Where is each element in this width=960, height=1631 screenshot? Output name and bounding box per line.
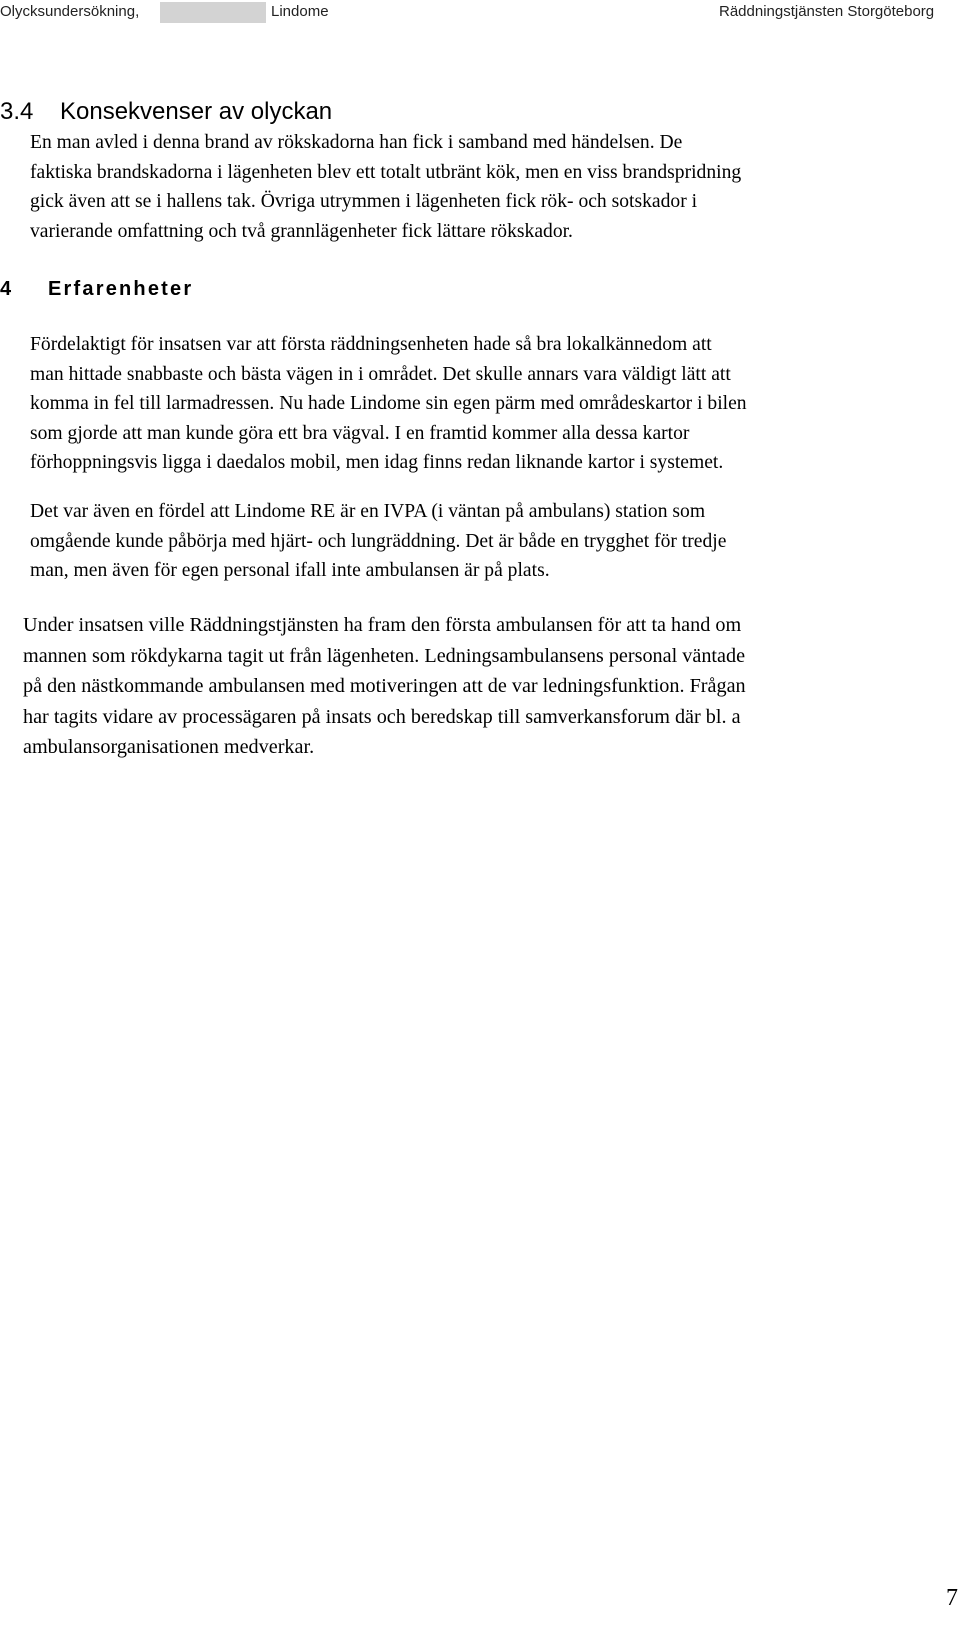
paragraph-line: En man avled i denna brand av rökskadorna han fick i samband med händelsen. De <box>30 132 683 153</box>
section-number: 3.4 <box>0 98 34 125</box>
section-heading <box>0 98 332 126</box>
paragraph-line: Fördelaktigt för insatsen var att första räddningsenheten hade så bra lokalkännedom att <box>30 334 712 355</box>
paragraph-line: ambulansorganisationen medverkar. <box>23 736 315 758</box>
chapter-heading <box>0 278 193 301</box>
paragraph-line: man hittade snabbaste och bästa vägen in i området. Det skulle annars vara väldigt lätt att <box>30 363 731 385</box>
paragraph-line: som gjorde att man kunde göra ett bra vägval. I en framtid kommer alla dessa kartor <box>30 422 690 444</box>
paragraph-line: Det var även en fördel att Lindome RE är en IVPA (i väntan på ambulans) station som <box>30 501 706 522</box>
page-header <box>0 0 960 28</box>
paragraph-line: Under insatsen ville Räddningstjänsten ha fram den första ambulansen för att ta hand om <box>23 614 742 636</box>
header-left-text: Olycksundersökning, <box>0 3 140 20</box>
paragraph-line: man, men även för egen personal ifall inte ambulansen är på plats. <box>30 560 550 581</box>
paragraph-line: gick även att se i hallens tak. Övriga utrymmen i lägenheten fick rök- och sotskador i <box>30 191 698 212</box>
page-number: 7 <box>946 1585 958 1611</box>
experience-paragraph-3 <box>23 610 746 763</box>
paragraph-line: förhoppningsvis ligga i daedalos mobil, men idag finns redan liknande kartor i systemet. <box>30 452 724 473</box>
header-right-text: Räddningstjänsten Storgöteborg <box>719 3 935 20</box>
paragraph-line: faktiska brandskadorna i lägenheten blev ett totalt utbränt kök, men en viss brandspridning <box>30 161 742 183</box>
redacted-block <box>160 2 266 23</box>
paragraph-line: mannen som rökdykarna tagit ut från lägenheten. Ledningsambulansens personal väntade <box>23 644 746 667</box>
experience-paragraph-2 <box>30 497 726 586</box>
chapter-number: 4 <box>0 278 14 300</box>
header-middle-text: Lindome <box>271 3 329 20</box>
section-title: Konsekvenser av olyckan <box>60 98 333 125</box>
paragraph-line: varierande omfattning och två grannlägenheter fick lättare rökskador. <box>30 220 573 242</box>
chapter-title: Erfarenheter <box>48 278 194 300</box>
paragraph-line: omgående kunde påbörja med hjärt- och lungräddning. Det är både en trygghet för tredje <box>30 530 727 552</box>
experience-paragraph-1 <box>30 330 747 478</box>
paragraph-line: har tagits vidare av processägaren på insats och beredskap till samverkansforum där bl. a <box>23 705 741 728</box>
paragraph-line: komma in fel till larmadressen. Nu hade Lindome sin egen pärm med områdeskartor i bilen <box>30 393 747 414</box>
section-paragraph <box>30 128 741 246</box>
paragraph-line: på den nästkommande ambulansen med motiveringen att de var ledningsfunktion. Frågan <box>23 675 746 697</box>
